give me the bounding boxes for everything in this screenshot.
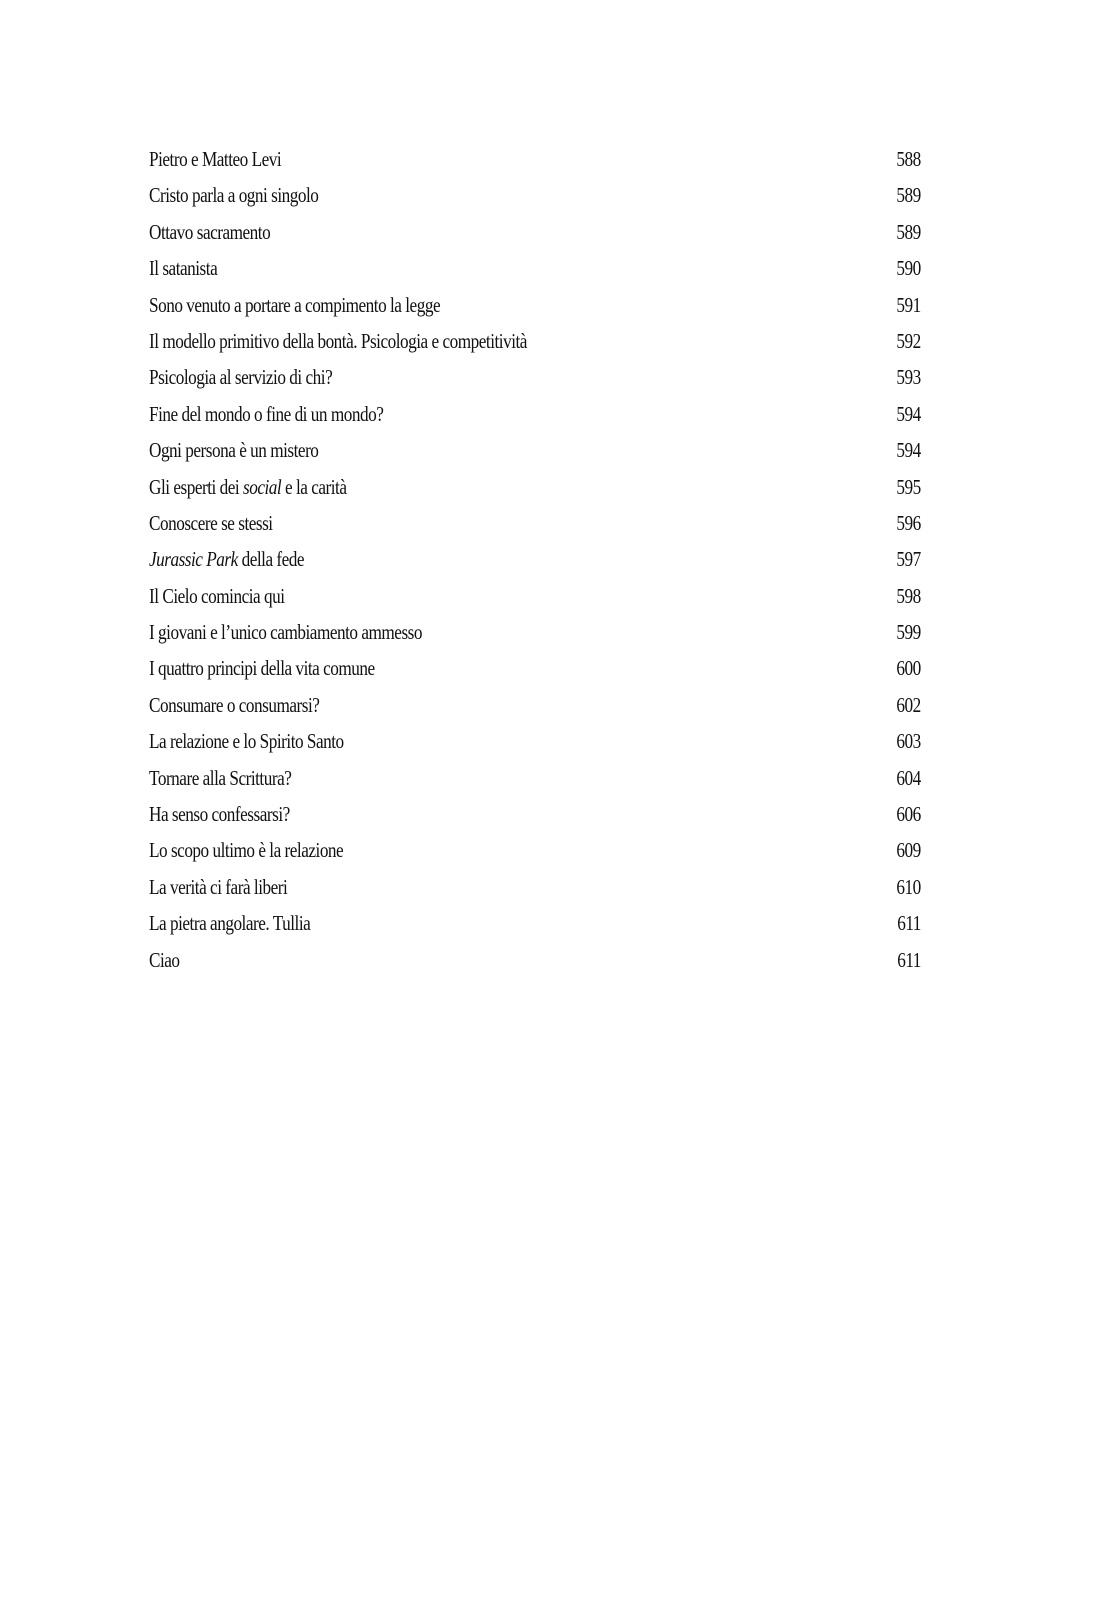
toc-entry-page: 592 (896, 328, 921, 353)
toc-entry (149, 469, 921, 505)
toc-entry (149, 214, 921, 250)
toc-entry (149, 323, 921, 359)
toc-entry (149, 687, 921, 723)
toc-entry-title: Il satanista (149, 256, 218, 281)
toc-entry-title: Ogni persona è un mistero (149, 438, 319, 463)
toc-entry (149, 760, 921, 796)
table-of-contents (149, 141, 921, 978)
toc-title-part: e la carità (281, 474, 347, 499)
toc-entry (149, 505, 921, 541)
toc-entry-page: 598 (896, 583, 921, 608)
toc-entry-title: I giovani e l’unico cambiamento ammesso (149, 620, 422, 645)
toc-entry-page: 590 (896, 256, 921, 281)
toc-entry-page: 609 (896, 838, 921, 863)
toc-entry-title: Ha senso confessarsi? (149, 802, 290, 827)
toc-entry-page: 606 (896, 802, 921, 827)
toc-entry-title: Sono venuto a portare a compimento la legge (149, 292, 441, 317)
toc-entry-page: 594 (896, 438, 921, 463)
toc-entry (149, 359, 921, 395)
toc-entry-title: Tornare alla Scrittura? (149, 765, 292, 790)
toc-entry-title: La verità ci farà liberi (149, 874, 288, 899)
toc-entry-title: Il Cielo comincia qui (149, 583, 285, 608)
toc-entry (149, 650, 921, 686)
toc-entry-title: La pietra angolare. Tullia (149, 911, 311, 936)
toc-entry (149, 905, 921, 941)
toc-entry (149, 250, 921, 286)
toc-entry (149, 614, 921, 650)
toc-entry (149, 832, 921, 868)
toc-entry-page: 599 (896, 620, 921, 645)
toc-title-part: Gli esperti dei (149, 474, 243, 499)
toc-entry-title: Psicologia al servizio di chi? (149, 365, 333, 390)
toc-entry-title: Pietro e Matteo Levi (149, 147, 282, 171)
toc-entry (149, 541, 921, 577)
toc-entry-title: Conoscere se stessi (149, 510, 273, 535)
toc-entry-page: 588 (896, 147, 921, 171)
toc-entry (149, 942, 921, 978)
toc-entry-page: 595 (896, 474, 921, 499)
toc-entry-title: Cristo parla a ogni singolo (149, 183, 319, 208)
toc-entry (149, 578, 921, 614)
toc-title-italic: social (242, 474, 282, 499)
toc-entry-page: 594 (896, 401, 921, 426)
toc-entry-title: Il modello primitivo della bontà. Psicologia e competitività (149, 328, 527, 353)
toc-entry-title: Ciao (149, 947, 180, 972)
toc-entry-title: Lo scopo ultimo è la relazione (149, 838, 344, 863)
toc-entry-page: 589 (896, 219, 921, 244)
toc-entry-page: 603 (896, 729, 921, 754)
toc-entry (149, 396, 921, 432)
toc-entry (149, 141, 921, 177)
toc-entry-page: 611 (897, 911, 921, 936)
toc-entry-page: 600 (896, 656, 921, 681)
toc-entry-page: 596 (896, 510, 921, 535)
toc-entry-page: 593 (896, 365, 921, 390)
toc-entry (149, 723, 921, 759)
toc-title-italic: Jurassic Park (149, 547, 238, 572)
toc-entry-page: 591 (896, 292, 921, 317)
toc-entry-title: Fine del mondo o fine di un mondo? (149, 401, 384, 426)
toc-entry-title (149, 541, 304, 577)
toc-entry-title (149, 469, 346, 505)
toc-entry-page: 610 (896, 874, 921, 899)
toc-entry (149, 287, 921, 323)
toc-entry-page: 611 (897, 947, 921, 972)
toc-entry-title: I quattro principi della vita comune (149, 656, 375, 681)
toc-entry-page: 597 (896, 547, 921, 572)
toc-entry (149, 177, 921, 213)
toc-entry-title: Ottavo sacramento (149, 219, 271, 244)
toc-entry-page: 589 (896, 183, 921, 208)
toc-entry (149, 432, 921, 468)
toc-entry-title: La relazione e lo Spirito Santo (149, 729, 344, 754)
toc-entry-page: 602 (896, 692, 921, 717)
toc-entry (149, 796, 921, 832)
toc-entry (149, 869, 921, 905)
toc-entry-title: Consumare o consumarsi? (149, 692, 320, 717)
toc-title-part: della fede (237, 547, 305, 572)
toc-entry-page: 604 (896, 765, 921, 790)
